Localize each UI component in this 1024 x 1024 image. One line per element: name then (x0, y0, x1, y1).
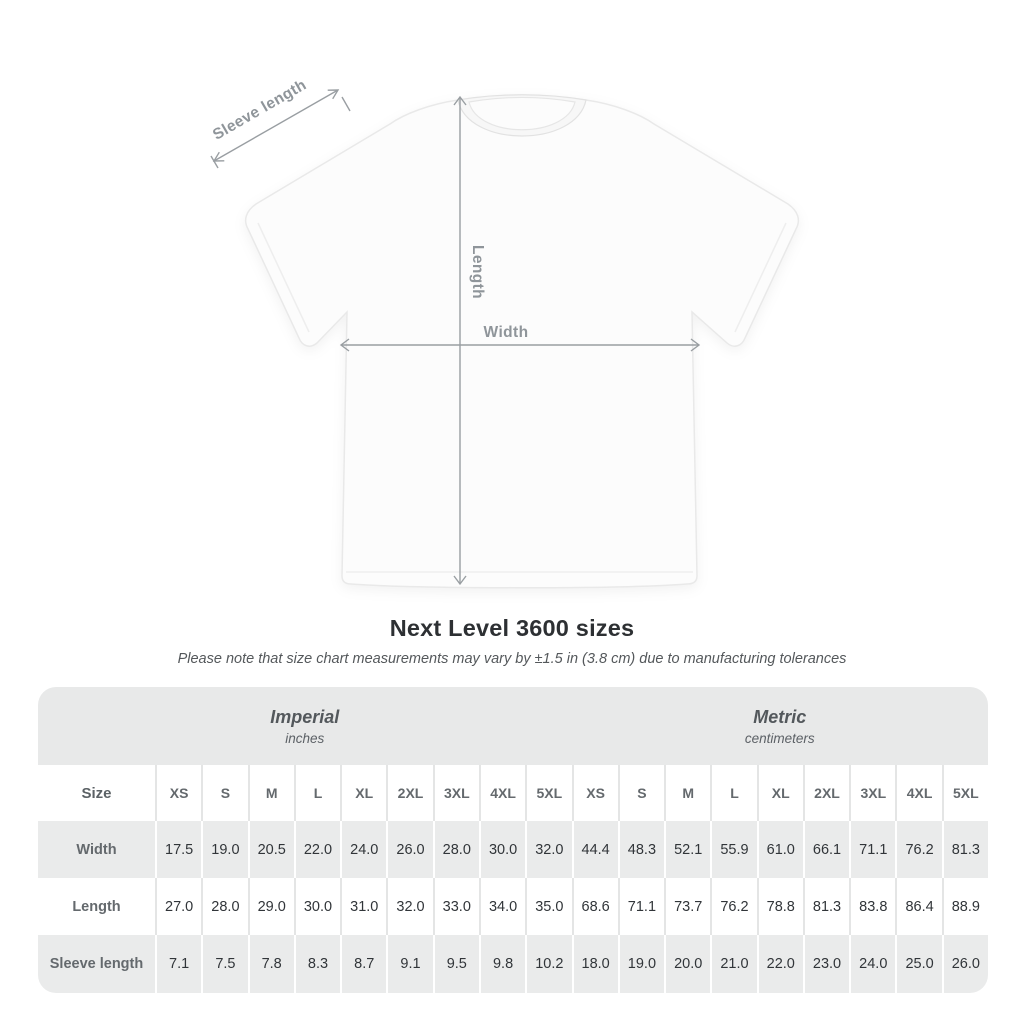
size-column-header: Size (38, 765, 155, 821)
imperial-value-cell: 24.0 (340, 821, 386, 878)
imperial-size-header-cell: L (294, 765, 340, 821)
metric-unit-group (572, 687, 989, 765)
metric-value-cell: 48.3 (618, 821, 664, 878)
imperial-size-header-cell: XL (340, 765, 386, 821)
metric-size-header-cell: XS (572, 765, 618, 821)
metric-size-header-cell: L (710, 765, 756, 821)
metric-value-cell: 21.0 (710, 935, 756, 993)
metric-value-cell: 68.6 (572, 878, 618, 935)
imperial-value-cell: 33.0 (433, 878, 479, 935)
metric-value-cell: 71.1 (849, 821, 895, 878)
metric-value-cell: 76.2 (895, 821, 941, 878)
imperial-value-cell: 9.1 (386, 935, 432, 993)
metric-size-header-cell: 5XL (942, 765, 988, 821)
metric-value-cell: 66.1 (803, 821, 849, 878)
imperial-value-cell: 29.0 (248, 878, 294, 935)
imperial-size-header-cell: M (248, 765, 294, 821)
imperial-value-cell: 19.0 (201, 821, 247, 878)
metric-value-cell: 71.1 (618, 878, 664, 935)
imperial-size-header-cell: XS (155, 765, 201, 821)
imperial-size-header-cell: 3XL (433, 765, 479, 821)
unit-band (38, 687, 988, 765)
imperial-value-cell: 28.0 (433, 821, 479, 878)
metric-value-cell: 55.9 (710, 821, 756, 878)
width-label: Width (483, 324, 529, 341)
imperial-value-cell: 7.1 (155, 935, 201, 993)
sleeve-length-label: Sleeve length (209, 76, 310, 144)
imperial-value-cell: 7.8 (248, 935, 294, 993)
measurement-row-label: Sleeve length (38, 935, 155, 993)
size-table-grid (38, 765, 988, 993)
size-table (38, 687, 988, 993)
imperial-value-cell: 28.0 (201, 878, 247, 935)
imperial-unit: inches (285, 730, 325, 746)
imperial-value-cell: 32.0 (386, 878, 432, 935)
measurement-row-label: Length (38, 878, 155, 935)
imperial-value-cell: 26.0 (386, 821, 432, 878)
metric-size-header-cell: S (618, 765, 664, 821)
imperial-value-cell: 9.5 (433, 935, 479, 993)
metric-title: Metric (753, 706, 807, 727)
header-block (0, 615, 1024, 667)
metric-value-cell: 78.8 (757, 878, 803, 935)
metric-size-header-cell: M (664, 765, 710, 821)
imperial-value-cell: 32.0 (525, 821, 571, 878)
tshirt-illustration (246, 95, 799, 588)
metric-value-cell: 86.4 (895, 878, 941, 935)
imperial-value-cell: 34.0 (479, 878, 525, 935)
imperial-value-cell: 8.7 (340, 935, 386, 993)
imperial-unit-group (38, 687, 572, 765)
imperial-size-header-cell: S (201, 765, 247, 821)
imperial-value-cell: 7.5 (201, 935, 247, 993)
imperial-title: Imperial (270, 706, 340, 727)
imperial-value-cell: 22.0 (294, 821, 340, 878)
imperial-value-cell: 31.0 (340, 878, 386, 935)
metric-size-header-cell: 4XL (895, 765, 941, 821)
length-label: Length (469, 244, 486, 300)
tshirt-body (246, 96, 799, 588)
imperial-value-cell: 30.0 (479, 821, 525, 878)
metric-value-cell: 73.7 (664, 878, 710, 935)
metric-value-cell: 24.0 (849, 935, 895, 993)
imperial-value-cell: 10.2 (525, 935, 571, 993)
metric-value-cell: 83.8 (849, 878, 895, 935)
imperial-size-header-cell: 5XL (525, 765, 571, 821)
imperial-value-cell: 27.0 (155, 878, 201, 935)
metric-size-header-cell: 3XL (849, 765, 895, 821)
metric-size-header-cell: XL (757, 765, 803, 821)
tolerance-note: Please note that size chart measurements may vary by ±1.5 in (3.8 cm) due to manufacturing tolerances (177, 651, 847, 667)
metric-value-cell: 26.0 (942, 935, 988, 993)
imperial-value-cell: 8.3 (294, 935, 340, 993)
metric-value-cell: 19.0 (618, 935, 664, 993)
page-title: Next Level 3600 sizes (389, 615, 635, 641)
metric-size-header-cell: 2XL (803, 765, 849, 821)
metric-value-cell: 18.0 (572, 935, 618, 993)
metric-value-cell: 44.4 (572, 821, 618, 878)
metric-value-cell: 20.0 (664, 935, 710, 993)
metric-value-cell: 76.2 (710, 878, 756, 935)
metric-unit: centimeters (744, 730, 815, 746)
metric-value-cell: 88.9 (942, 878, 988, 935)
metric-value-cell: 52.1 (664, 821, 710, 878)
imperial-value-cell: 9.8 (479, 935, 525, 993)
metric-value-cell: 25.0 (895, 935, 941, 993)
measurement-row-label: Width (38, 821, 155, 878)
metric-value-cell: 22.0 (757, 935, 803, 993)
imperial-size-header-cell: 4XL (479, 765, 525, 821)
imperial-value-cell: 35.0 (525, 878, 571, 935)
imperial-size-header-cell: 2XL (386, 765, 432, 821)
metric-value-cell: 61.0 (757, 821, 803, 878)
metric-value-cell: 81.3 (942, 821, 988, 878)
imperial-value-cell: 20.5 (248, 821, 294, 878)
metric-value-cell: 23.0 (803, 935, 849, 993)
metric-value-cell: 81.3 (803, 878, 849, 935)
imperial-value-cell: 30.0 (294, 878, 340, 935)
imperial-value-cell: 17.5 (155, 821, 201, 878)
